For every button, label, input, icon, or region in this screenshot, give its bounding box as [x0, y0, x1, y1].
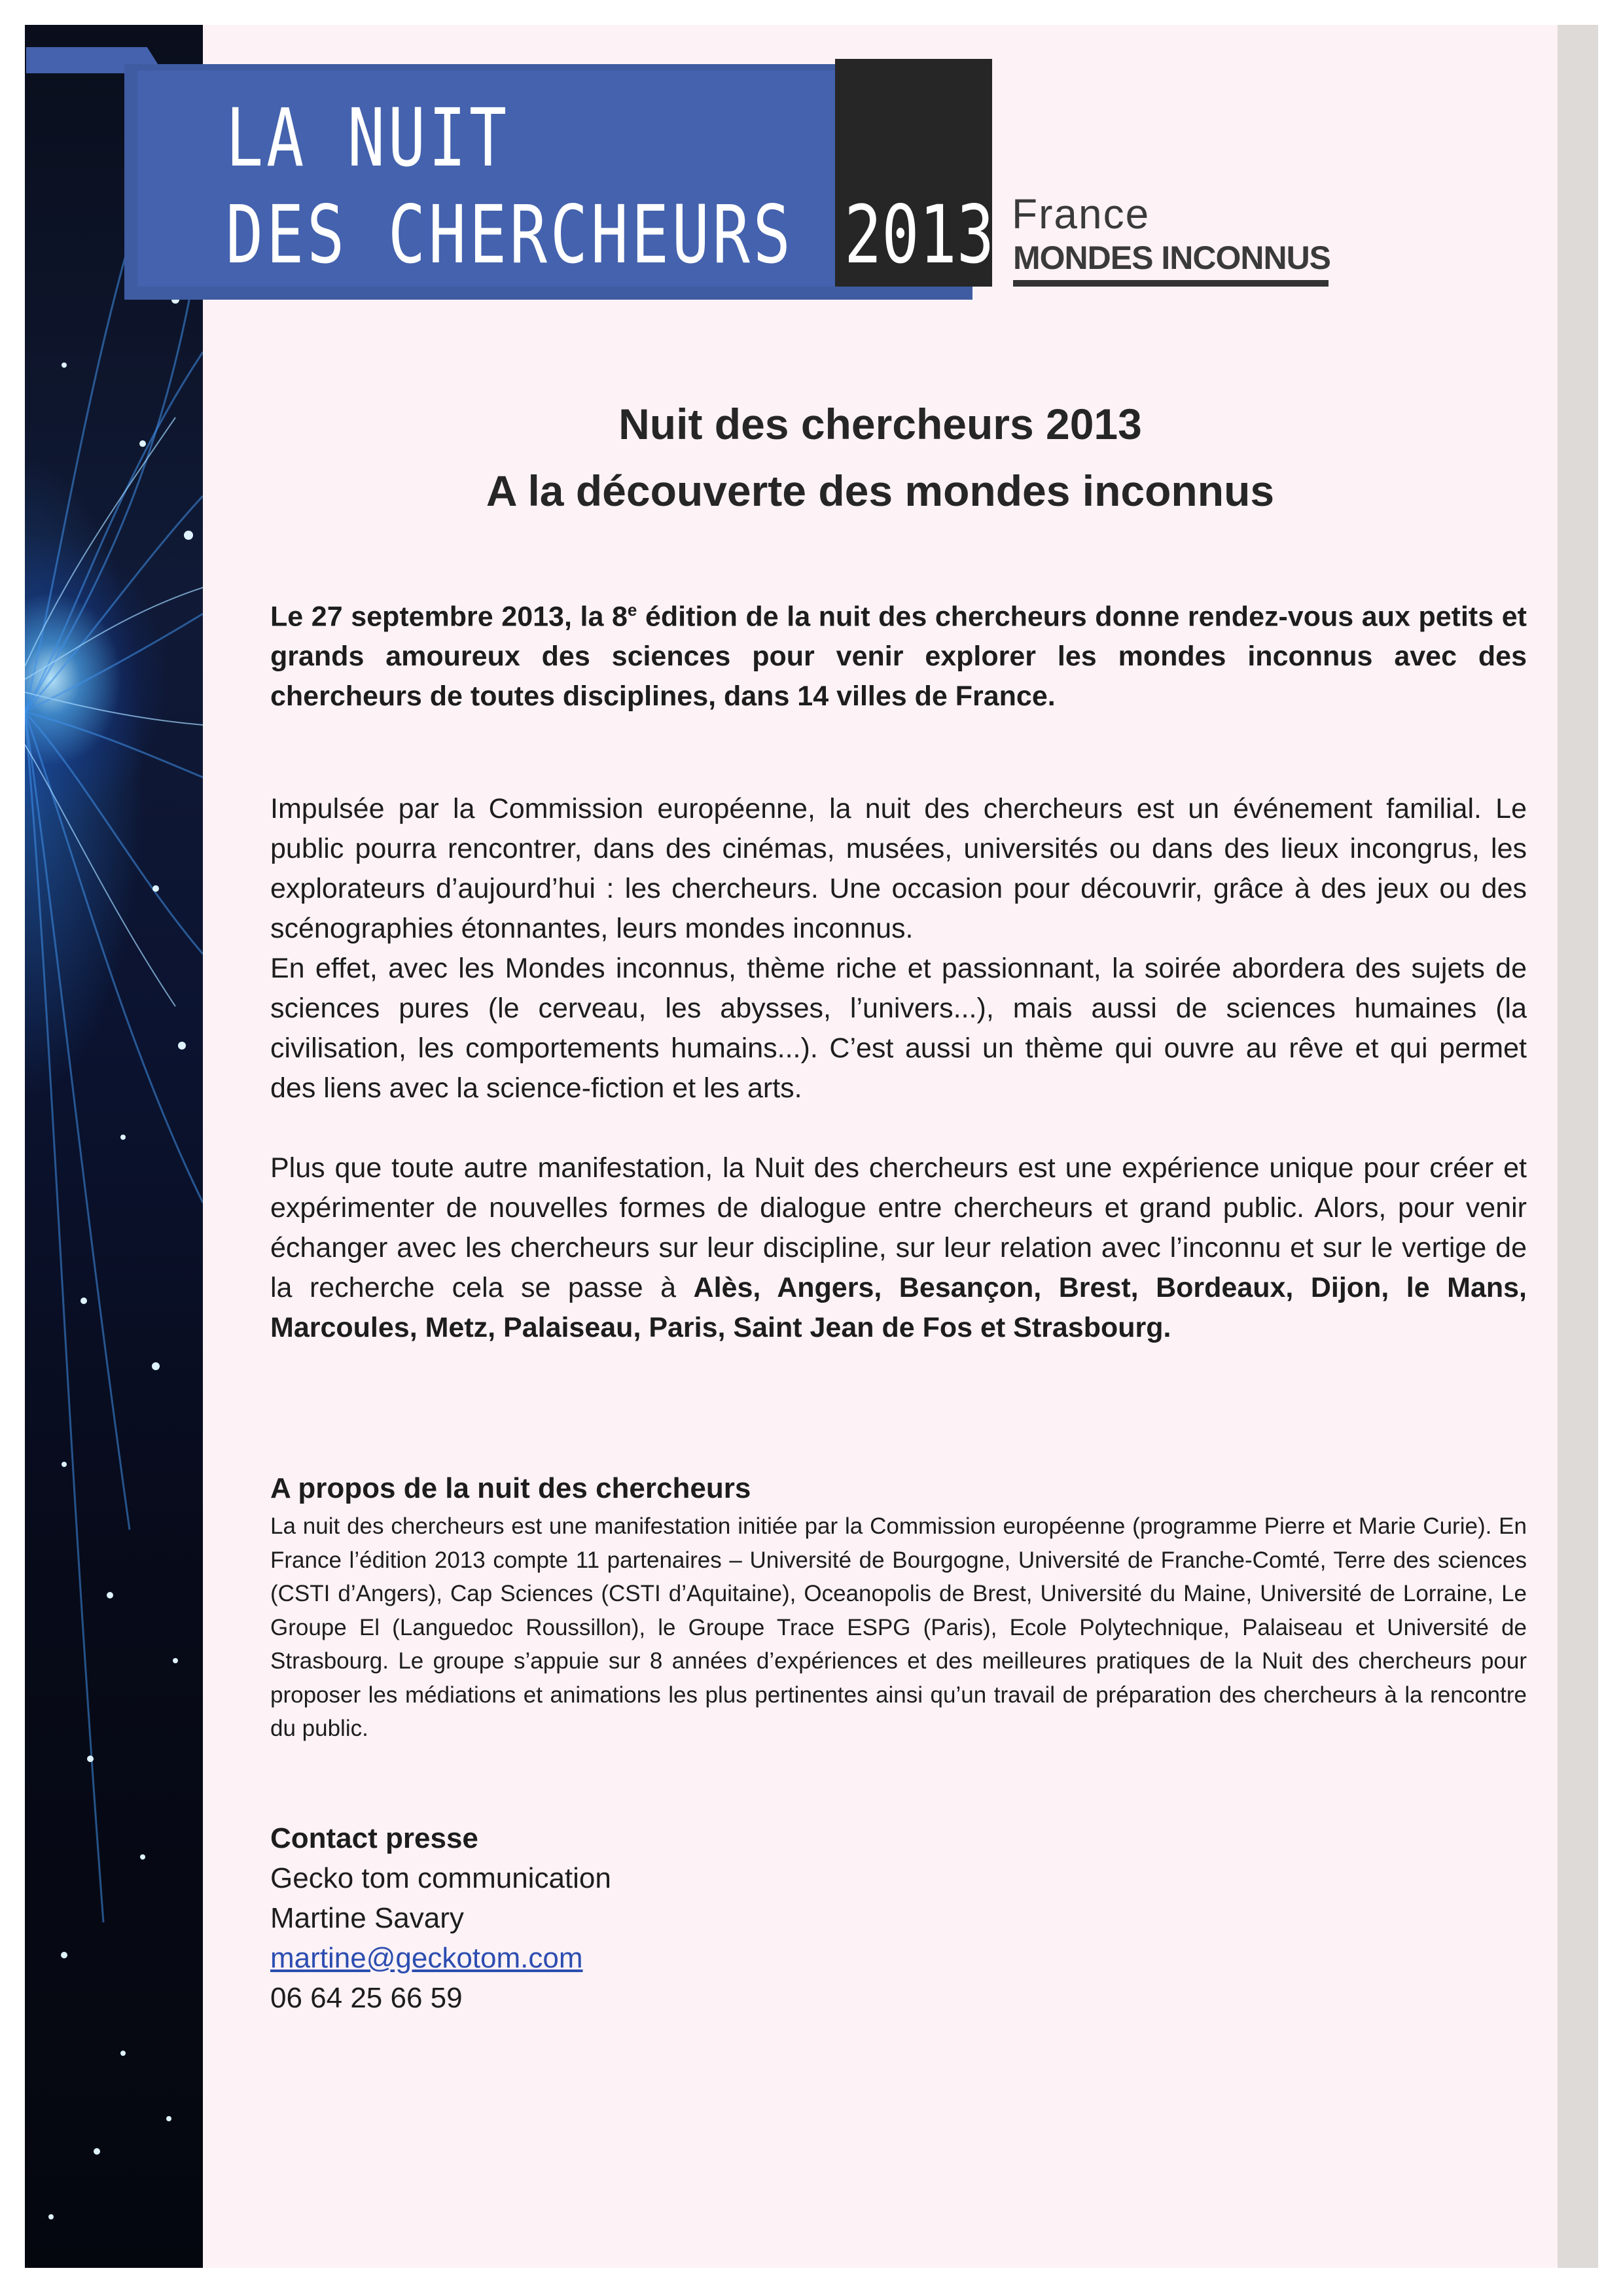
body-paragraph-1a: Impulsée par la Commission européenne, la nuit des chercheurs est un événement familial. Le public pourra rencontrer, dans des cinémas, musées, universités ou dans des lieux incongrus, les explorateurs d’aujourd’hui : les chercheurs. Une occasion pour découvrir, grâce à des jeux ou des scénographies étonnantes, leurs mondes inconnus.	[270, 793, 1527, 944]
logo-year: 2013	[844, 188, 995, 281]
brand-underline	[1013, 280, 1329, 287]
brand-theme: MONDES INCONNUS	[1013, 239, 1331, 276]
contact-company: Gecko tom communication	[270, 1862, 611, 1894]
contact-phone: 06 64 25 66 59	[270, 1982, 463, 2014]
lead-superscript: e	[627, 600, 637, 620]
body-paragraph-1	[270, 789, 1527, 1108]
city-list: Alès, Angers, Besançon, Brest, Bordeaux, Dijon, le Mans, Marcoules, Metz, Palaiseau, Paris, Saint Jean de Fos et Strasbourg.	[270, 1272, 1527, 1343]
contact-email-link[interactable]: martine@geckotom.com	[270, 1942, 583, 1974]
page-title: Nuit des chercheurs 2013	[618, 400, 1142, 448]
body-paragraph-1b: En effet, avec les Mondes inconnus, thème riche et passionnant, la soirée abordera des sujets de sciences pures (le cerveau, les abysses, l’univers...), mais aussi de sciences humaines (la civilisation, les comportements humains...). C’est aussi un thème qui ouvre au rêve et qui permet des liens avec la science-fiction et les arts.	[270, 953, 1527, 1104]
body-paragraph-2-text: Plus que toute autre manifestation, la Nuit des chercheurs est une expérience unique pour créer et expérimenter de nouvelles formes de dialogue entre chercheurs et grand public. Alors, pour venir échanger avec les chercheurs sur leur discipline, sur leur relation avec l’inconnu et sur le vertige de la recherche cela se passe à	[270, 1152, 1527, 1303]
fiber-optic-decoration	[25, 25, 203, 2268]
lead-paragraph	[270, 590, 1527, 716]
lead-text-start: Le 27 septembre 2013, la 8	[270, 601, 628, 633]
fiber-optic-strands	[25, 25, 203, 2268]
contact-name: Martine Savary	[270, 1902, 464, 1934]
contact-heading: Contact presse	[270, 1822, 478, 1854]
page-subtitle: A la découverte des mondes inconnus	[486, 467, 1275, 515]
right-margin-bar	[1558, 25, 1598, 2268]
body-paragraph-2	[270, 1148, 1527, 1348]
brand-country: France	[1012, 190, 1150, 238]
logo-line-2: DES CHERCHEURS	[226, 188, 794, 281]
logo-line-1: LA NUIT	[226, 92, 510, 185]
about-heading: A propos de la nuit des chercheurs	[270, 1472, 751, 1504]
lead-text-end: édition de la nuit des chercheurs donne rendez-vous aux petits et grands amoureux des sciences pour venir explorer les mondes inconnus avec des chercheurs de toutes disciplines, dans 14 villes de France.	[270, 601, 1527, 713]
about-text: La nuit des chercheurs est une manifestation initiée par la Commission européenne (programme Pierre et Marie Curie). En France l’édition 2013 compte 11 partenaires – Université de Bourgogne, Université de Franche-Comté, Terre des sciences (CSTI d’Angers), Cap Sciences (CSTI d’Aquitaine), Oceanopolis de Brest, Université du Maine, Université de Lorraine, Le Groupe El (Languedoc Roussillon), le Groupe Trace ESPG (Paris), Ecole Polytechnique, Palaiseau et Université de Strasbourg. Le groupe s’appuie sur 8 années d’expériences et des meilleures pratiques de la Nuit des chercheurs pour proposer les médiations et animations les plus pertinentes ainsi qu’un travail de préparation des chercheurs à la rencontre du public.	[270, 1513, 1527, 1741]
